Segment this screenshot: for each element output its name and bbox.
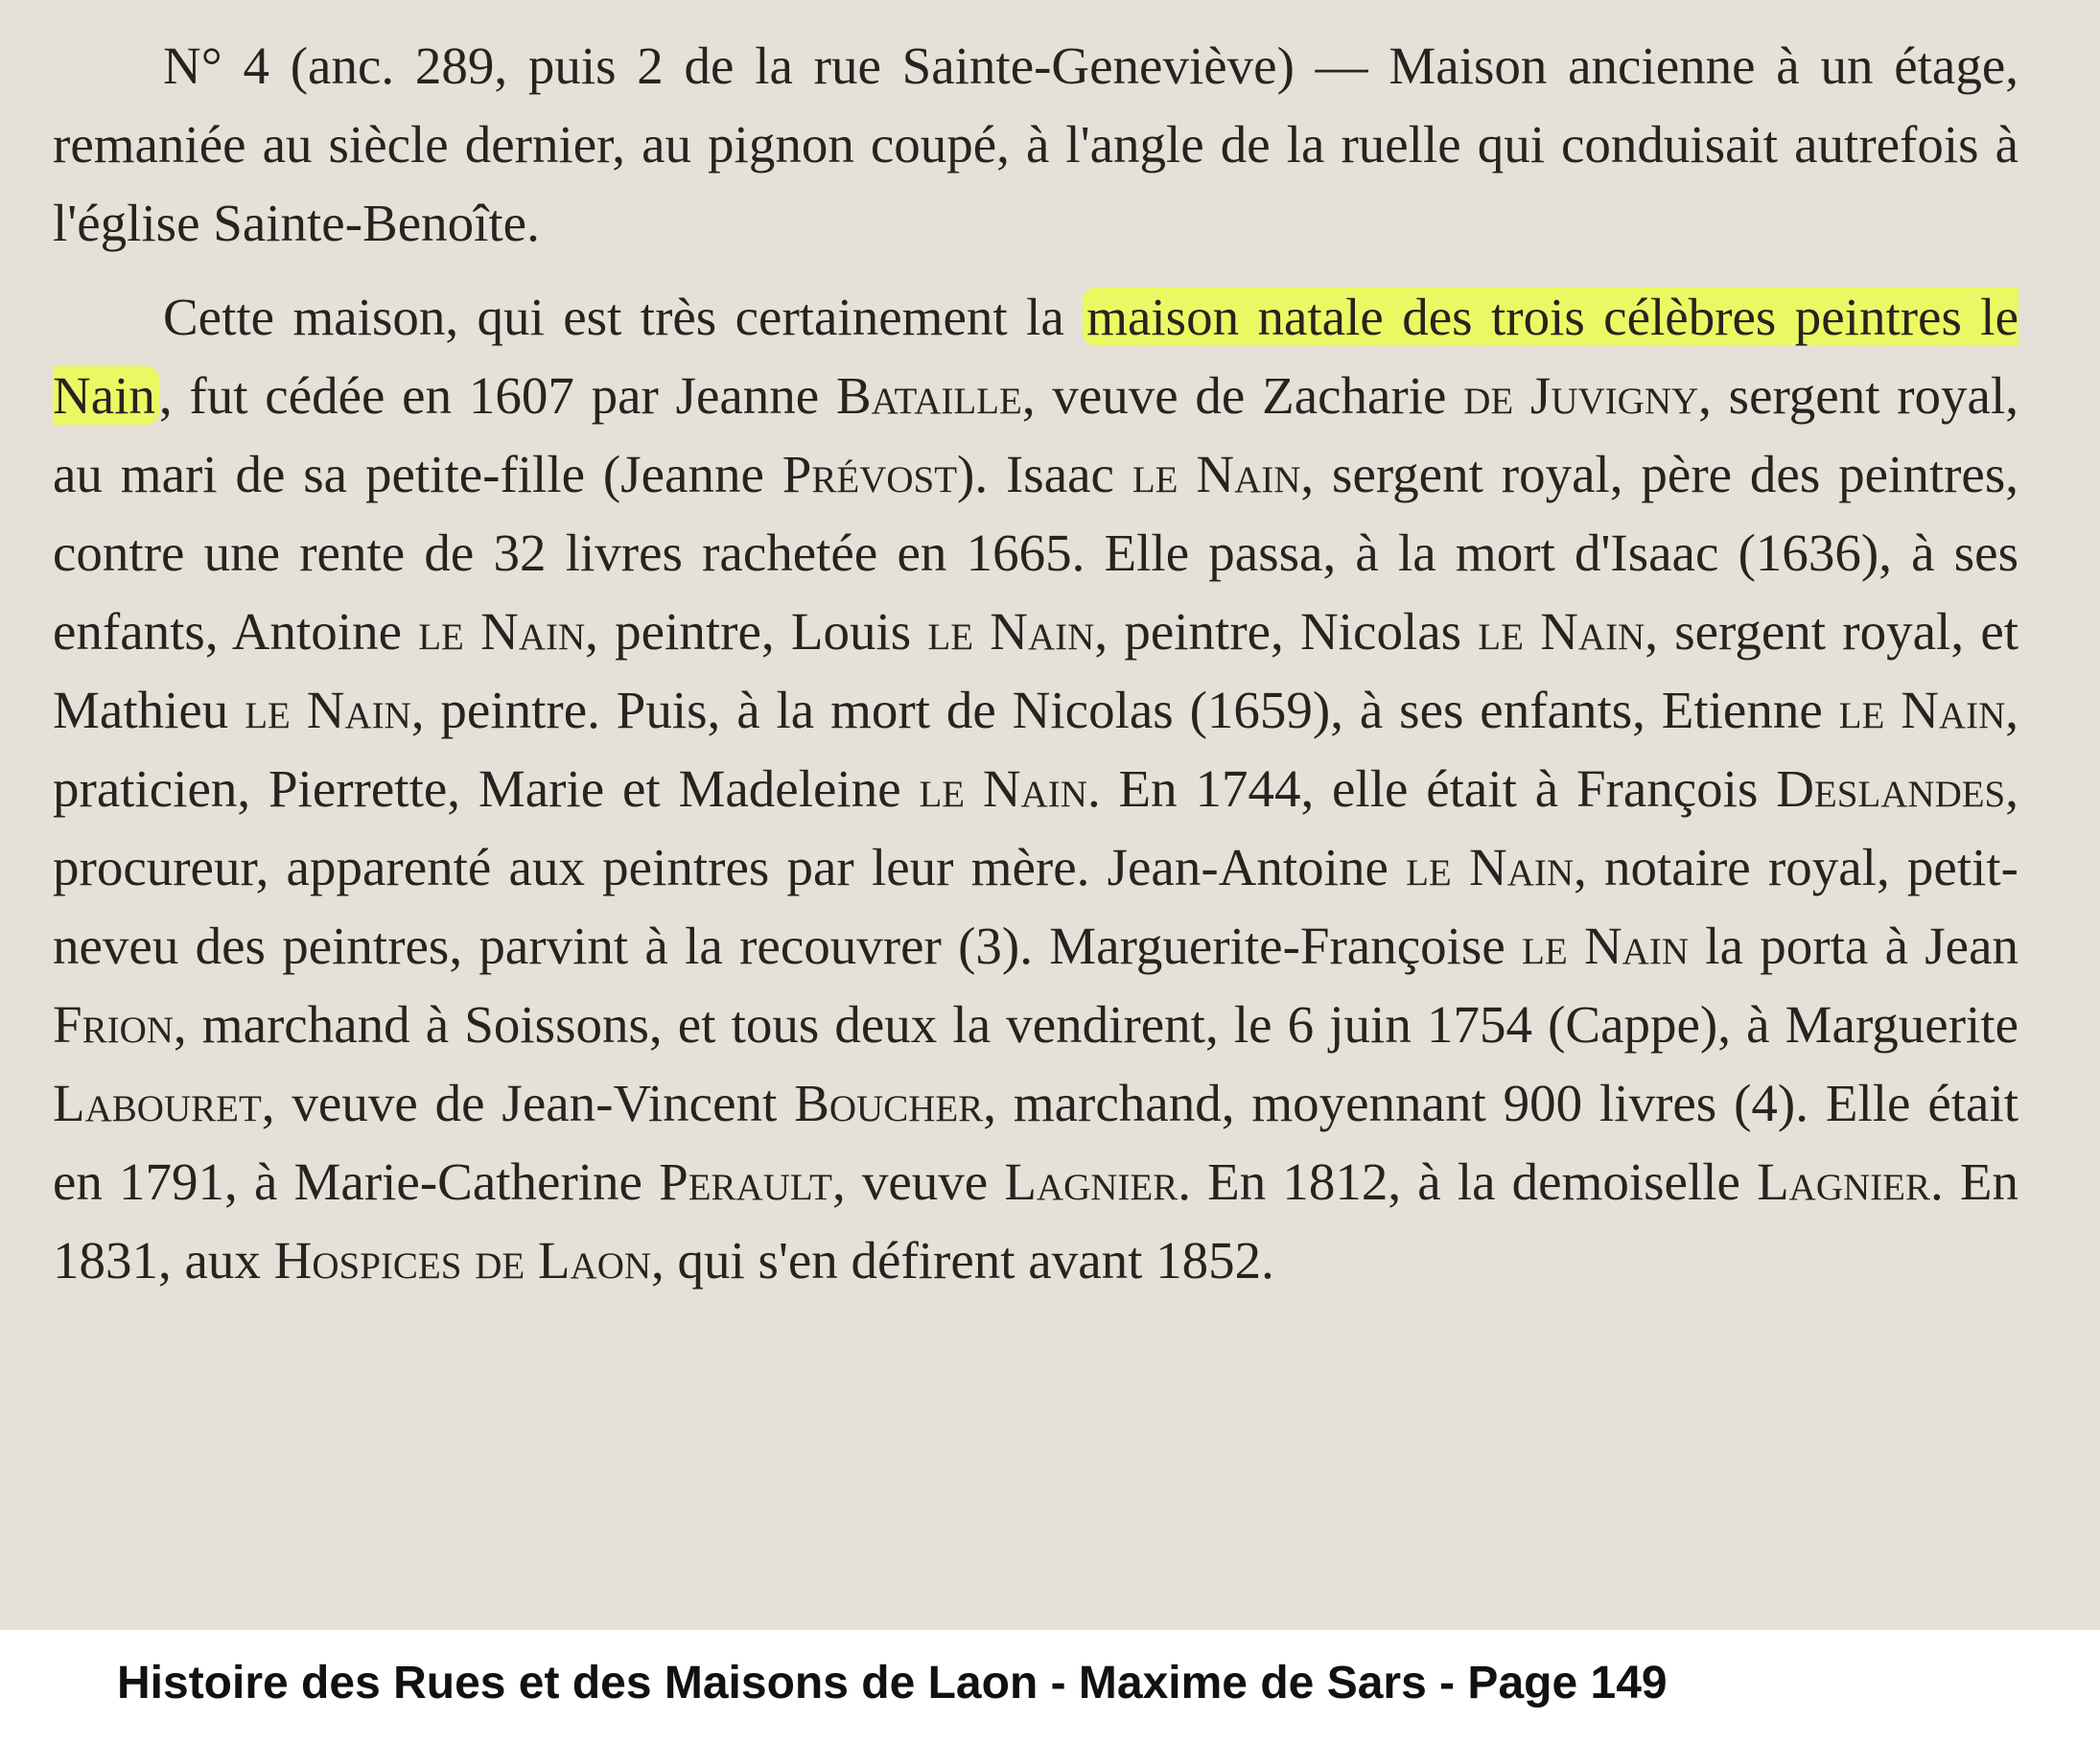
- surname: Lagnier: [1004, 1152, 1178, 1211]
- text-span: , procureur, apparenté aux peintres par leur mère. Jean-Antoine: [53, 759, 2018, 896]
- surname: le Nain: [1838, 681, 2006, 739]
- highlighted-text: maison natale des trois célèbres peintres le Nain: [53, 288, 2018, 425]
- text-span: , veuve de Jean-Vincent: [261, 1074, 795, 1132]
- stray-ink-mark: [436, 1726, 484, 1735]
- text-span: , sergent royal, au mari de sa petite-fille (Jeanne: [53, 366, 2019, 503]
- text-span: , marchand à Soissons, et tous deux la vendirent, le 6 juin 1754 (Cappe), à Marguerite: [173, 995, 2018, 1054]
- surname: Lagnier: [1757, 1152, 1930, 1211]
- text-span: , praticien, Pierrette, Marie et Madeleine: [53, 681, 2018, 818]
- surname: le Nain: [1522, 917, 1689, 975]
- paragraph-house-description: N° 4 (anc. 289, puis 2 de la rue Sainte-Geneviève) — Maison ancienne à un étage, remaniée au siècle dernier, au pignon coupé, à l'angle de la ruelle qui conduisait autrefois à l'église Sainte-Benoîte.: [53, 36, 2018, 252]
- institution-name: Hospices de Laon: [273, 1231, 652, 1290]
- text-span: , fut cédée en 1607 par Jeanne: [158, 366, 836, 425]
- text-span: . En 1831, aux: [53, 1152, 2018, 1290]
- text-span: . En 1744, elle était à François: [1086, 759, 1777, 818]
- surname: Perault: [659, 1152, 832, 1211]
- surname: le Nain: [1478, 602, 1645, 661]
- surname: Boucher: [794, 1074, 984, 1132]
- surname: le Nain: [245, 681, 411, 739]
- text-span: , sergent royal, père des peintres, contre une rente de 32 livres rachetée en 1665. Elle passa, à la mort d'Isaac (1636), à ses enfants, Antoine: [53, 445, 2018, 661]
- surname: de Juvigny: [1463, 366, 1699, 425]
- text-span: , peintre. Puis, à la mort de Nicolas (1659), à ses enfants, Etienne: [410, 681, 1839, 739]
- text-span: la porta à Jean: [1689, 917, 2018, 975]
- surname: le Nain: [919, 759, 1087, 818]
- surname: Prévost: [782, 445, 958, 503]
- text-span: , peintre, Louis: [585, 602, 928, 661]
- text-span: , sergent royal, et Mathieu: [53, 602, 2019, 739]
- text-span: Cette maison, qui est très certainement la: [163, 288, 1084, 346]
- surname: le Nain: [1132, 445, 1301, 503]
- text-span: ). Isaac: [957, 445, 1132, 503]
- surname: Deslandes: [1776, 759, 2006, 818]
- paragraph-house-history: [53, 278, 2018, 1300]
- text-span: . En 1812, à la demoiselle: [1178, 1152, 1758, 1211]
- surname: Bataille: [835, 366, 1022, 425]
- source-caption: Histoire des Rues et des Maisons de Laon - Maxime de Sars - Page 149: [117, 1658, 1668, 1708]
- text-span: , marchand, moyennant 900 livres (4). Elle était en 1791, à Marie-Catherine: [53, 1074, 2019, 1211]
- text-span: , veuve: [831, 1152, 1005, 1211]
- surname: le Nain: [418, 602, 586, 661]
- text-span: , veuve de Zacharie: [1021, 366, 1464, 425]
- surname: Frion: [53, 995, 174, 1054]
- surname: le Nain: [927, 602, 1095, 661]
- text-span: , peintre, Nicolas: [1094, 602, 1479, 661]
- surname: le Nain: [1406, 838, 1575, 896]
- text-span: , qui s'en défirent avant 1852.: [651, 1231, 1274, 1290]
- surname: Labouret: [53, 1074, 262, 1132]
- text-span: , notaire royal, petit-neveu des peintres, parvint à la recouvrer (3). Marguerite-Françoise: [53, 838, 2018, 975]
